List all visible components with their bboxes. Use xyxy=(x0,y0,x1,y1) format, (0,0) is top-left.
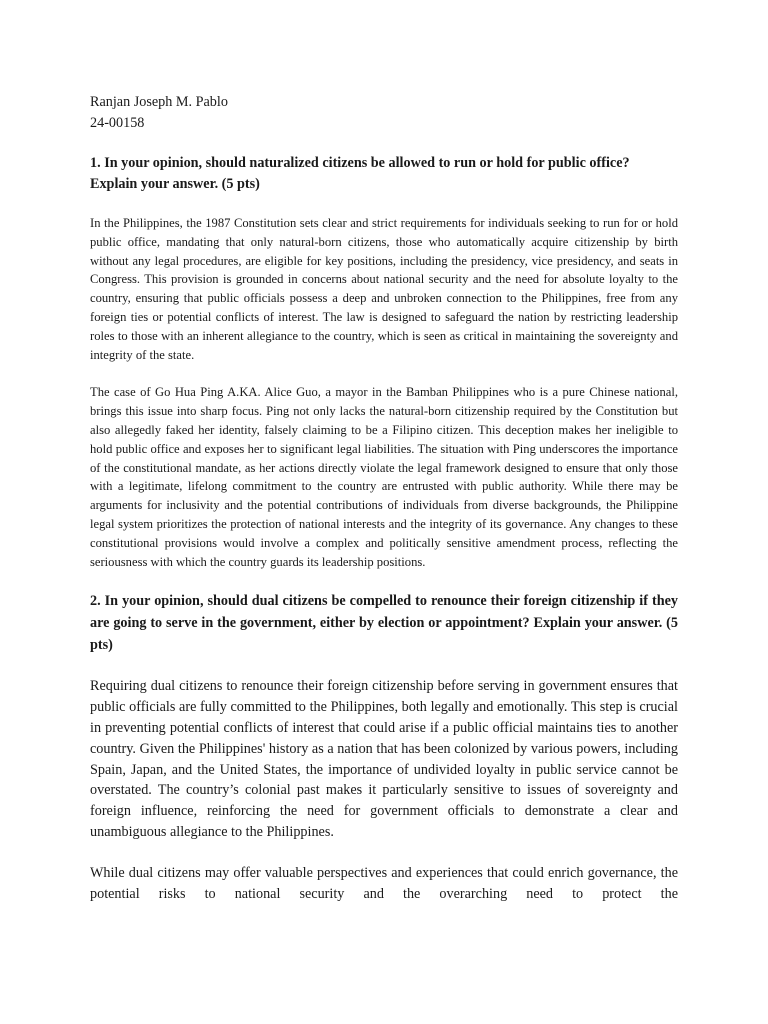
student-id: 24-00158 xyxy=(90,115,145,131)
question-1-paragraph-1: In the Philippines, the 1987 Constitution sets clear and strict requirements for individuals seeking to run for or hold public office, mandating that only natural-born citizens, those who automatically acquire citizenship by birth without any legal procedures, are eligible for key positions, including the presidency, vice presidency, and seats in Congress. This provision is grounded in concerns about national security and the need for absolute loyalty to the country, ensuring that public officials possess a deep and unbroken connection to the Philippines, free from any foreign ties or potential conflicts of interest. The law is designed to safeguard the nation by restricting leadership roles to those with an inherent allegiance to the country, which is seen as critical in maintaining the sovereignty and integrity of the state. xyxy=(90,216,678,362)
author-block xyxy=(90,92,678,134)
question-2-heading: 2. In your opinion, should dual citizens be compelled to renounce their foreign citizenship if they are going to serve in the government, either by election or appointment? Explain your answer. (5 pts) xyxy=(90,593,678,654)
document-page xyxy=(90,92,678,904)
question-1-heading: 1. In your opinion, should naturalized citizens be allowed to run or hold for public office? Explain your answer. (5 pts) xyxy=(90,155,630,192)
author-name: Ranjan Joseph M. Pablo xyxy=(90,94,228,110)
question-2-paragraph-2: While dual citizens may offer valuable perspectives and experiences that could enrich governance, the potential risks to national security and the overarching need to protect the xyxy=(90,864,678,902)
question-1-paragraph-2: The case of Go Hua Ping A.KA. Alice Guo, a mayor in the Bamban Philippines who is a pure Chinese national, brings this issue into sharp focus. Ping not only lacks the natural-born citizenship required by the Constitution but also allegedly faked her identity, falsely claiming to be a Filipino citizen. This deception makes her ineligible to hold public office and exposes her to significant legal liabilities. The situation with Ping underscores the importance of the constitutional mandate, as her actions directly violate the legal framework designed to ensure that only those with a legitimate, lifelong commitment to the country are entrusted with public authority. While there may be arguments for inclusivity and the potential contributions of individuals from diverse backgrounds, the Philippine legal system prioritizes the protection of national interests and the integrity of its governance. Any changes to these constitutional provisions would involve a complex and politically sensitive amendment process, reflecting the seriousness with which the country guards its leadership positions. xyxy=(90,385,678,569)
question-2-paragraph-1: Requiring dual citizens to renounce their foreign citizenship before serving in government ensures that public officials are fully committed to the Philippines, both legally and emotionally. This step is crucial in preventing potential conflicts of interest that could arise if a public official maintains ties to another country. Given the Philippines' history as a nation that has been colonized by various powers, including Spain, Japan, and the United States, the importance of undivided loyalty in public service cannot be overstated. The country’s colonial past makes it particularly sensitive to issues of sovereignty and foreign influence, reinforcing the need for government officials to demonstrate a clear and unambiguous allegiance to the Philippines. xyxy=(90,678,678,840)
